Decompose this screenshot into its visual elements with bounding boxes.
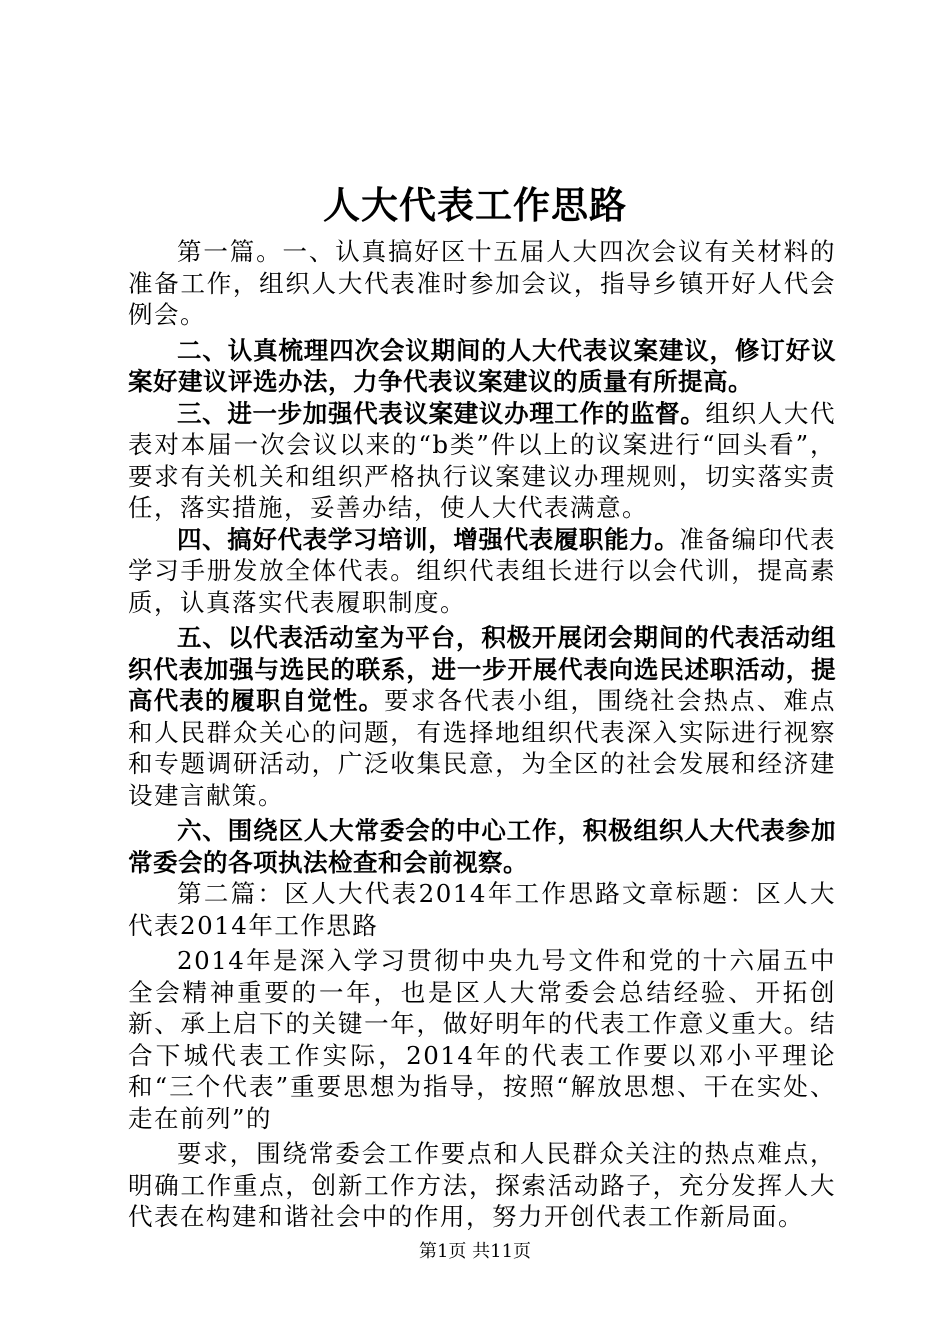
paragraph-heading: 四、搞好代表学习培训，增强代表履职能力。 (177, 524, 680, 554)
paragraph-heading: 五、以代表活动室为平台，积极开展闭会期间的代表活动组织代表加强与选民的联系，进一步开展代表向选民述职活动，提高代表的履职自觉性。 (128, 623, 836, 715)
paragraph (128, 335, 836, 398)
paragraph-heading: 六、围绕区人大常委会的中心工作，积极组织人大代表参加常委会的各项执法检查和会前视察。 (128, 816, 836, 877)
paragraph-text: 要求，围绕常委会工作要点和人民群众关注的热点难点，明确工作重点，创新工作方法，探索活动路子，充分发挥人大代表在构建和谐社会中的作用，努力开创代表工作新局面。 (128, 1139, 836, 1231)
paragraph (128, 815, 836, 878)
paragraph-text: 第二篇：区人大代表2014年工作思路文章标题：区人大代表2014年工作思路 (128, 879, 836, 940)
paragraph-heading: 三、进一步加强代表议案建议办理工作的监督。 (177, 398, 706, 428)
paragraph-text: 要求各代表小组，围绕社会热点、难点和人民群众关心的问题，有选择地组织代表深入实际进行视察和专题调研活动，广泛收集民意，为全区的社会发展和经济建设建言献策。 (128, 686, 837, 810)
paragraph (128, 622, 836, 811)
paragraph (128, 398, 836, 524)
paragraph (128, 1138, 836, 1233)
document-body (128, 236, 836, 1233)
page-footer: 第1页 共11页 (418, 1241, 532, 1262)
paragraph (128, 878, 836, 941)
paragraph-text: 2014年是深入学习贯彻中央九号文件和党的十六届五中全会精神重要的一年，也是区人大常委会总结经验、开拓创新、承上启下的关键一年，做好明年的代表工作意义重大。结合下城代表工作实际，2014年的代表工作要以邓小平理论和“三个代表”重要思想为指导，按照“解放思想、干在实处、走在前列”的 (128, 946, 836, 1133)
paragraph (128, 945, 836, 1134)
paragraph-text: 准备编印代表学习手册发放全体代表。组织代表组长进行以会代训，提高素质，认真落实代表履职制度。 (128, 524, 837, 617)
paragraph (128, 236, 836, 331)
paragraph-text: 第一篇。一、认真搞好区十五届人大四次会议有关材料的准备工作，组织人大代表准时参加会议，指导乡镇开好人代会例会。 (128, 237, 836, 329)
document-title: 人大代表工作思路 (323, 184, 627, 227)
paragraph-heading: 二、认真梳理四次会议期间的人大代表议案建议，修订好议案好建议评选办法，力争代表议案建议的质量有所提高。 (128, 335, 836, 396)
paragraph-text: 组织人大代表对本届一次会议以来的“b类”件以上的议案进行“回头看”，要求有关机关和组织严格执行议案建议办理规则，切实落实责任，落实措施，妥善办结，使人大代表满意。 (128, 398, 836, 522)
paragraph (128, 524, 836, 619)
